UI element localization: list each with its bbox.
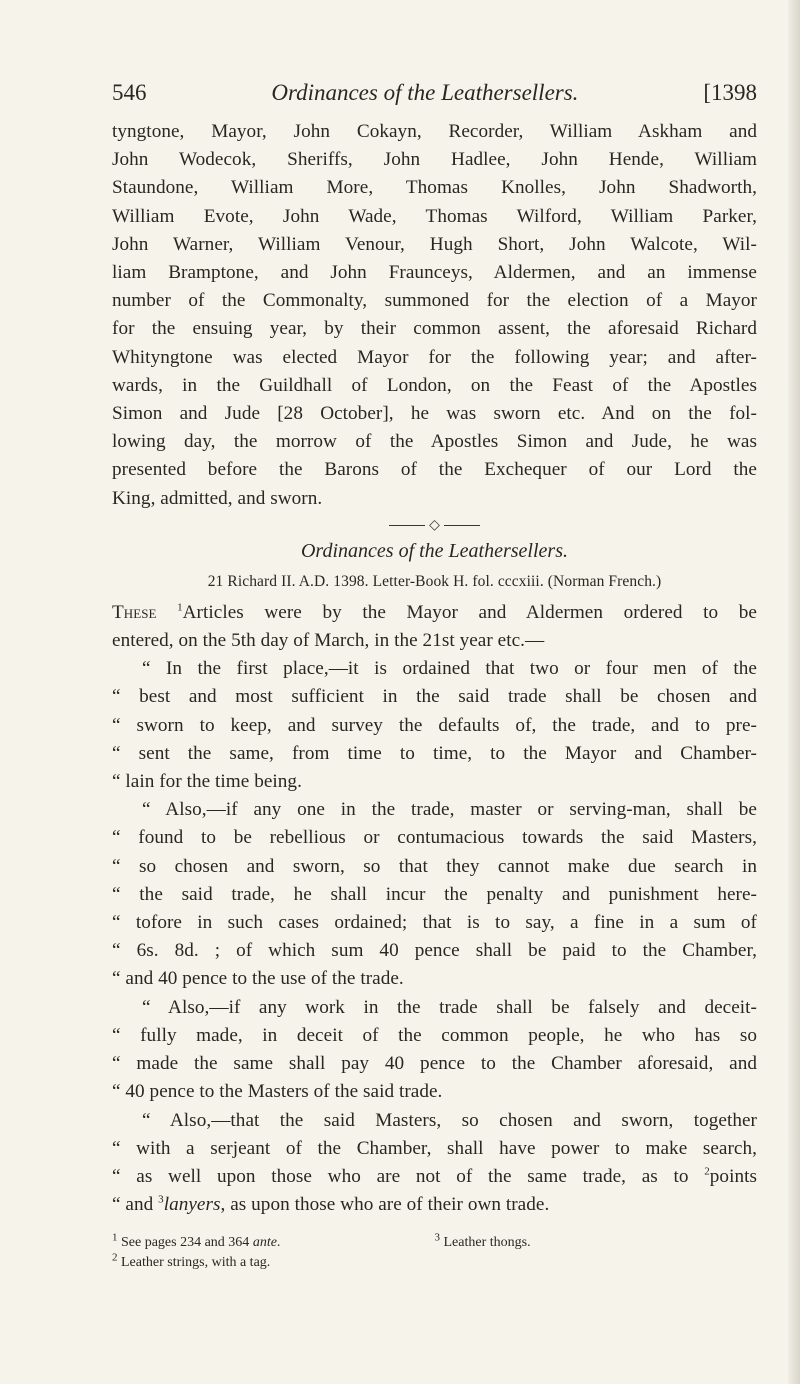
footnote-mark: 2 xyxy=(704,1165,710,1178)
text-line: lowing day, the morrow of the Apostles Simon and Jude, he was xyxy=(112,431,757,453)
article-3 xyxy=(112,994,757,1107)
text-line xyxy=(112,599,757,627)
italic-term: ante xyxy=(252,1235,277,1251)
text-line: entered, on the 5th day of March, in the 21st year etc.— xyxy=(112,630,545,652)
text-span: points xyxy=(709,1165,757,1187)
text-line: “ 6s. 8d. ; of which sum 40 pence shall be paid to the Chamber, xyxy=(112,940,757,962)
text-span: “ as well upon those who are not of the same trade, as to xyxy=(112,1165,705,1187)
text-span: Leather strings, with a tag. xyxy=(121,1255,271,1271)
text-span: Leather thongs. xyxy=(443,1235,531,1251)
footnote-mark: 2 xyxy=(112,1251,118,1264)
text-span: See pages 234 and 364 xyxy=(121,1235,253,1251)
text-line: for the ensuing year, by their common assent, the aforesaid Richard xyxy=(112,318,757,340)
article-1 xyxy=(112,655,757,796)
text-line: “ fully made, in deceit of the common people, he who has so xyxy=(112,1024,757,1046)
text-line: Simon and Jude [28 October], he was sworn etc. And on the fol- xyxy=(112,403,757,425)
text-line: liam Bramptone, and John Fraunceys, Aldermen, and an immense xyxy=(112,262,757,284)
italic-term: lanyers xyxy=(163,1194,221,1216)
text-line: John Warner, William Venour, Hugh Short, John Walcote, Wil- xyxy=(112,233,757,255)
text-line: “ Also,—if any work in the trade shall be falsely and deceit- xyxy=(142,996,757,1018)
text-line: “ with a serjeant of the Chamber, shall have power to make search, xyxy=(112,1137,757,1159)
text-line xyxy=(112,1163,757,1191)
text-line: “ lain for the time being. xyxy=(112,771,302,793)
text-line: John Wodecok, Sheriffs, John Hadlee, John Hende, William xyxy=(112,149,757,171)
text-line: “ In the first place,—it is ordained that two or four men of the xyxy=(142,658,757,680)
text-line: wards, in the Guildhall of London, on the Feast of the Apostles xyxy=(112,374,757,396)
text-line: “ Also,—if any one in the trade, master or serving-man, shall be xyxy=(142,799,757,821)
text-line: “ tofore in such cases ordained; that is to say, a fine in a sum of xyxy=(112,912,757,934)
text-line: “ and 40 pence to the use of the trade. xyxy=(112,968,404,990)
header-year: [1398 xyxy=(703,80,757,105)
footnote-2 xyxy=(112,1253,435,1273)
footnote-mark: 1 xyxy=(112,1231,118,1244)
text-line: William Evote, John Wade, Thomas Wilford, William Parker, xyxy=(112,205,757,227)
text-line: “ Also,—that the said Masters, so chosen and sworn, together xyxy=(142,1109,757,1131)
footnote-3 xyxy=(435,1233,758,1253)
text-span: . xyxy=(276,1235,281,1251)
footnote-1 xyxy=(112,1233,435,1253)
footnote-mark: 3 xyxy=(158,1193,164,1206)
footnotes xyxy=(112,1233,757,1273)
text-line: “ sworn to keep, and survey the defaults of, the trade, and to pre- xyxy=(112,714,757,736)
text-line: tyngtone, Mayor, John Cokayn, Recorder, William Askham and xyxy=(112,121,757,142)
article-2 xyxy=(112,796,757,993)
footnote-mark: 1 xyxy=(177,601,183,614)
divider-diamond-icon: ◇ xyxy=(429,517,440,533)
text-span: , as upon those who are of their own trade. xyxy=(220,1194,550,1216)
book-page xyxy=(112,80,757,1273)
text-line xyxy=(112,1191,757,1219)
section-divider xyxy=(112,517,757,534)
text-line: “ found to be rebellious or contumacious towards the said Masters, xyxy=(112,827,757,849)
text-line: Whityngtone was elected Mayor for the following year; and after- xyxy=(112,346,757,368)
intro-paragraph xyxy=(112,599,757,655)
page-edge-shadow xyxy=(788,0,800,1384)
source-citation: 21 Richard II. A.D. 1398. Letter-Book H. fol. cccxiii. (Norman French.) xyxy=(207,572,662,590)
page-number: 546 xyxy=(112,80,147,105)
running-title: Ordinances of the Leathersellers. xyxy=(271,80,579,105)
text-span: Articles were by the Mayor and Aldermen ordered to be xyxy=(182,601,757,623)
text-line: “ 40 pence to the Masters of the said trade. xyxy=(112,1081,443,1103)
article-4 xyxy=(112,1107,757,1220)
text-line: King, admitted, and sworn. xyxy=(112,487,323,509)
text-line: “ best and most sufficient in the said trade shall be chosen and xyxy=(112,686,757,708)
text-line: “ the said trade, he shall incur the penalty and punishment here- xyxy=(112,883,757,905)
running-header xyxy=(112,80,757,106)
text-line: Staundone, William More, Thomas Knolles, John Shadworth, xyxy=(112,177,757,199)
text-span: “ and xyxy=(112,1194,159,1216)
paragraph-1 xyxy=(112,118,757,513)
section-title: Ordinances of the Leathersellers. xyxy=(300,539,568,562)
text-line: number of the Commonalty, summoned for the election of a Mayor xyxy=(112,290,757,312)
text-line: presented before the Barons of the Exchequer of our Lord the xyxy=(112,459,757,481)
divider-rule-right xyxy=(444,525,480,526)
divider-rule-left xyxy=(389,525,425,526)
lead-word: These xyxy=(112,601,157,623)
footnote-mark: 3 xyxy=(434,1231,440,1244)
text-line: “ sent the same, from time to time, to the Mayor and Chamber- xyxy=(112,742,757,764)
text-line: “ made the same shall pay 40 pence to the Chamber aforesaid, and xyxy=(112,1053,757,1075)
text-line: “ so chosen and sworn, so that they cannot make due search in xyxy=(112,855,757,877)
